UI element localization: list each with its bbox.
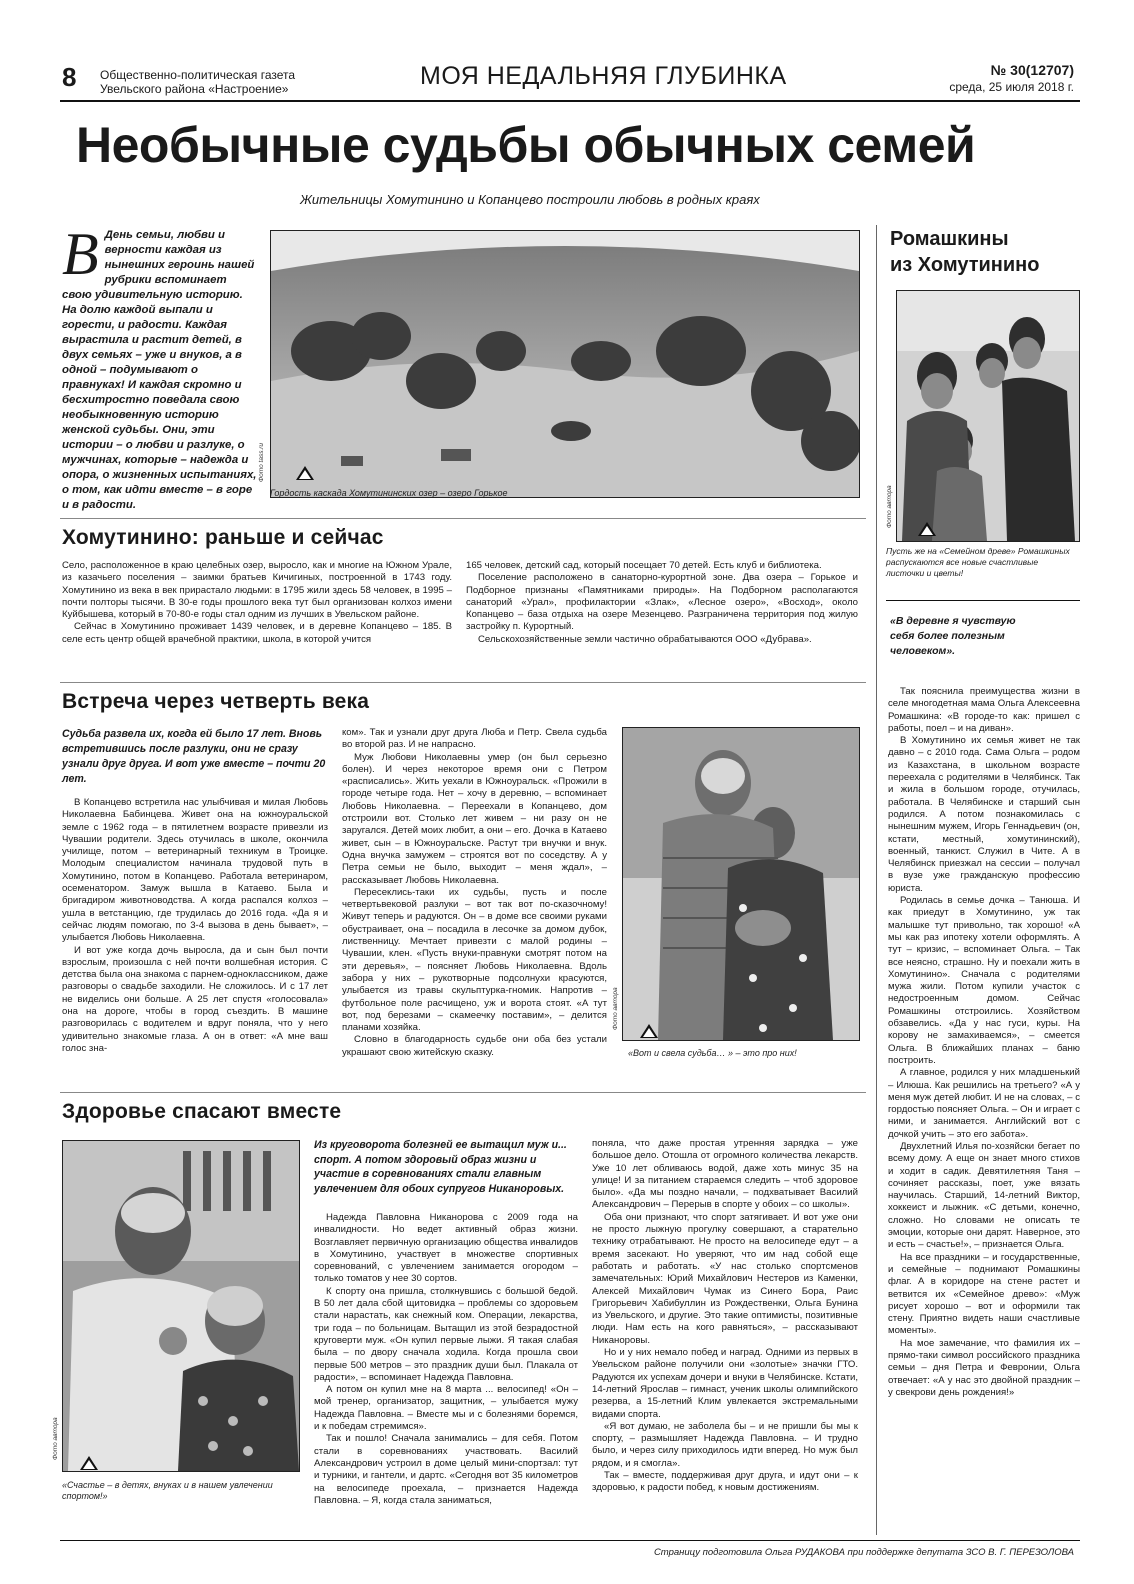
vstrecha-paragraph: ком». Так и узнали друг друга Люба и Петр. Свела судьба во второй раз. И не напрасно. bbox=[342, 727, 607, 751]
section-title: МОЯ НЕДАЛЬНЯЯ ГЛУБИНКА bbox=[420, 62, 787, 90]
zdorovie-paragraph: К спорту она пришла, столкнувшись с большой бедой. В 50 лет дала сбой щитовидка – проблемы со здоровьем стали нарастать, как снежный ком. Операции, лекарства, три года – по больницам. Вытащил из этой безрадостной круговерти муж. «Он купил первые лыжи. Я такая слабая была – по двору сначала ходила. Когда прошла свои первые 500 метров – это праздник души был. Плакала от радости», – вспоминает Надежда Павловна. bbox=[314, 1285, 578, 1383]
section-title-vstrecha: Встреча через четверть века bbox=[62, 690, 370, 713]
sidebar-paragraph: А главное, родился у них младшенький – Илюша. Как решились на третьего? «А у меня муж детей любит. И не на словах, – с гордостью поясняет Ольга. – Он и играет с ними, и занимается. Английский вот с дочкой учить – это его забота». bbox=[888, 1067, 1080, 1140]
vstrecha-paragraph: Словно в благодарность судьбе они оба без устали украшают свою житейскую сказку. bbox=[342, 1034, 607, 1058]
sidebar-paragraph: Двухлетний Илья по-хозяйски бегает по всему дому. А еще он знает много стихов и ходит в садик. Девятилетняя Таня – сочиняет рассказы, поет, уже вязать научилась. Старший, 14-летний Виктор, хоккеист и лыжник. «С детьми, конечно, сложно. Но словами не описать те эмоции, которые они дарят. Наверное, это и есть – счастье!», – признается Ольга. bbox=[888, 1140, 1080, 1251]
romashkin-photo-credit: Фото автора bbox=[886, 485, 893, 528]
sidebar-paragraph: Так пояснила преимущества жизни в селе многодетная мама Ольга Алексеевна Ромашкина: «В городе-то как: пришел с работы, поел – и на диван». bbox=[888, 686, 1080, 734]
vstrecha-paragraph: Муж Любови Николаевны умер (он был серьезно болен). И через некоторое время они с Петром «расписались». Жить уехали в Южноуральск. «Прожили в городе четыре года. Нет – хочу в деревню, – вспоминает Любовь Николаевна. – Переехали в Копанцево, дом отстроили вот. Столько лет живем – ни разу он не заругался. Детей моих любит, а они – его. Дочка в Катаево живет, сын – в Южноуральске. Растут три внучки и внук. Одна внучка замужем – строятся вот по соседству. А у Петра семьи не было, выходит – меня ждал», – рассказывает Любовь Николаевна. bbox=[342, 751, 607, 886]
intro-text bbox=[62, 221, 259, 513]
nikanorov-photo-marker-icon bbox=[80, 1456, 98, 1470]
vstrecha-lead: Судьба развела их, когда ей было 17 лет. Вновь встретившись после разлуки, они не сразу узнали друг друга. И вот уже вместе – почти 20 лет. bbox=[62, 728, 326, 785]
sidebar-paragraph: Родилась в семье дочка – Танюша. И как приедут в Хомутинино, уж так малышке тут привольно, так хорошо! «А мы как раз ипотеку хотели оформлять. А тут – кризис, – вспоминает Ольга. – Так все неясно, страшно. Ну и поехали жить в Хомутинино». Сначала с родителями мужа жили. Потом купили участок с недостроенным домом. Сейчас Ромашкины отстроились. Хозяйством обзавелись. «Да у нас гуси, куры. На корову не замахиваемся», – смеется Ольга. В ближайших планах – баню построить. bbox=[888, 895, 1080, 1066]
zdorovie-paragraph: поняла, что даже простая утренняя зарядка – уже большое дело. Отошла от огромного количества лекарств. Уже 10 лет обливаюсь водой, даже хоть минус 35 на улице! И за питанием стараемся следить – чтоб здоровое было». «Да мы поздно начали, – подхватывает Василий Александрович – Перерыв в спорте у обоих – со школы». bbox=[592, 1138, 858, 1211]
romashkin-family-photo bbox=[896, 290, 1080, 542]
header bbox=[0, 0, 1134, 105]
footer-credit: Страницу подготовила Ольга РУДАКОВА при поддержке депутата ЗСО В. Г. ПЕРЕЗОЛОВА bbox=[653, 1547, 1074, 1558]
nikanorov-couple-photo bbox=[62, 1140, 300, 1472]
intro-dropcap: В bbox=[62, 221, 99, 287]
sidebar-divider bbox=[876, 225, 877, 1535]
zdorovie-paragraph: Так – вместе, поддерживая друг друга, и идут они – к здоровью, к радости побед, к новым достижениям. bbox=[592, 1470, 858, 1494]
zdorovie-col2 bbox=[592, 1138, 858, 1495]
khomutinino-paragraph: Село, расположенное в краю целебных озер, выросло, как и многие на Южном Урале, из казачьего поселения – заимки братьев Кичигиных, построенной в 1743 году. Хомутинино из века в век прирастало людьми: в 1795 жили здесь 58 человек, в 1995 – почти полторы тысячи. В 30-е годы прошлого века тут был организован колхоз имени Куйбышева, который в 70-80-е годы стал одним из лучших в Увельском районе. bbox=[62, 560, 452, 621]
paper-name-line2: Увельского района «Настроение» bbox=[100, 82, 289, 96]
khomutinino-paragraph: 165 человек, детский сад, который посещает 70 детей. Есть клуб и библиотека. bbox=[466, 560, 822, 571]
zdorovie-paragraph: Оба они признают, что спорт затягивает. И вот уже они не просто лыжную прогулку совершают, а старательно технику отрабатывают. Не просто на велосипеде едут – а время засекают. Но уверяют, что им над собой еще работать и работать. «У нас столько спортсменов замечательных: Юрий Михайлович Нестеров из Каменки, Алексей Михайлович Чумак из Синего Бора, Раис Григорьевич Хабибуллин из Рождественки, Ольга Бунина из Увельского, и другие. Это такие оптимисты, позитивные люди. Нам есть на кого равняться», – рассказывают Никаноровы. bbox=[592, 1211, 858, 1346]
zdorovie-paragraph: Но и у них немало побед и наград. Одними из первых в Увельском районе получили они «золотые» значки ГТО. Радуются их успехам дочери и внуки в Челябинске. Кстати, 14-летний Ярослав – гимнаст, ученик школы олимпийского резерва, а 15-летний Клим увлекается экстремальными видами спорта. bbox=[592, 1347, 858, 1420]
page-number: 8 bbox=[62, 62, 77, 92]
sidebar-body bbox=[888, 686, 1080, 1399]
sidebar-title-line2: из Хомутинино bbox=[890, 254, 1040, 276]
zdorovie-paragraph: «Я вот думаю, не заболела бы – и не пришли бы мы к спорту, – размышляет Надежда Павловна. – И трудно было, и через силу приходилось идти вперед. Но муж был рядом, и я смогла». bbox=[592, 1420, 858, 1469]
khomutinino-col2 bbox=[466, 560, 858, 646]
nikanorov-photo-caption: «Счастье – в детях, внуках и в нашем увлечении спортом!» bbox=[62, 1480, 273, 1501]
section-title-zdorovie: Здоровье спасают вместе bbox=[62, 1100, 342, 1123]
khomutinino-paragraph: Сельскохозяйственные земли частично обрабатываются ООО «Дубрава». bbox=[478, 633, 812, 645]
khomutinino-paragraph: Поселение расположено в санаторно-курортной зоне. Два озера – Горькое и Подборное признаны «Памятниками природы». На Подборном располагаются санаторий «Урал», профилактории «Злак», «Лесное озеро», «Восход», около Копанцево – база отдыха на озере Мезенцево. Разграничена территория под жилую застройку п. Курортный. bbox=[466, 572, 858, 633]
vstrecha-paragraph: Пересеклись-таки их судьбы, пусть и после четвертьвековой разлуки – вот так вот по-сказочному! Живут теперь и радуются. Он – в доме все своими руками обустраивает, она – посадила в лесочке за домом дубок, лиственницу. Мечтает привезти с малой родины – Чувашии, клен. «Пусть внуки-правнуки смотрят потом на эти деревья», – поясняет Любовь Николаевна. Вдоль забора у них – рукотворные подсолнухи красуются, улыбается из травы скульптурка-гномик. Напротив – футбольное поле расчищено, уж и ворота стоят. «А тут вот, под березами – скамеечку поставим», – делится планами хозяйка. bbox=[342, 886, 607, 1034]
lake-photo-caption: Гордость каскада Хомутининских озер – озеро Горькое bbox=[270, 488, 508, 498]
paper-name-line1: Общественно-политическая газета bbox=[100, 68, 296, 82]
khomutinino-col1 bbox=[62, 560, 452, 646]
vstrecha-paragraph: И вот уже когда дочь выросла, да и сын был почти взрослым, произошла с ней почти волшебная история. С детства была она знакома с парнем-одноклассником, даже разговоры о свадьбе заходили. Не сложилось. И с 17 лет не виделись они больше. А 25 лет спустя «голосовала» она на дороге, чтобы в город съездить. В машине разговорилась с водителем и вдруг поняла, что у него удивительно знакомые глаза. А он в ответ: «А мне ваш голос зна- bbox=[62, 944, 328, 1054]
zdorovie-col1 bbox=[314, 1212, 578, 1507]
main-headline: Необычные судьбы обычных семей bbox=[76, 117, 976, 173]
babintseva-photo-marker-icon bbox=[640, 1024, 658, 1038]
lake-photo bbox=[270, 230, 860, 498]
section-rule-vstrecha bbox=[60, 682, 866, 683]
khomutinino-paragraph: Сейчас в Хомутинино проживает 1439 человек, и в деревне Копанцево – 185. В селе есть центр общей врачебной практики, школа, в которой учится bbox=[62, 621, 452, 645]
section-title-khomutinino: Хомутинино: раньше и сейчас bbox=[62, 526, 384, 549]
vstrecha-col2 bbox=[342, 727, 607, 1059]
vstrecha-col1 bbox=[62, 797, 328, 1055]
romashkin-photo-caption: Пусть же на «Семейном древе» Ромашкиных распускаются все новые счастливые листочки и цветы! bbox=[886, 546, 1070, 578]
zdorovie-paragraph: Так и пошло! Сначала занимались – для себя. Потом стали в соревнованиях участвовать. Василий Александрович устроил в доме целый мини-спортзал: тут и турники, и гантели, и дартс. «Сегодня вот 35 километров на велосипеде проехала, – признается Надежда Павловна. – Я, когда стала заниматься, bbox=[314, 1433, 578, 1506]
zdorovie-paragraph: Надежда Павловна Никанорова с 2009 года на инвалидности. Но ведет активный образ жизни. Возглавляет первичную организацию общества инвалидов в Хомутинино, участвует в множестве спортивных соревнований, с увлечением занимается огородом – только томатов у нее 30 сортов. bbox=[314, 1212, 578, 1285]
lake-photo-credit: Фото tass.ru bbox=[258, 442, 265, 482]
issue-number: № 30(12707) bbox=[990, 62, 1074, 78]
babintseva-photo-credit: Фото автора bbox=[612, 987, 619, 1030]
lake-photo-marker-icon bbox=[296, 466, 314, 480]
sidebar-paragraph: В Хомутинино их семья живет не так давно – с 2010 года. Сама Ольга – родом из Казахстана, в школьном возрасте переехала с родителями в Челябинск. Так и жила в большом городе, отучилась, работала. В Челябинске и старший сын родился. А потом познакомилась с нынешним мужем, Игорь Геннадьевич (он, кстати, местный, хомутининский), военный, танкист. Служил в Чите. А в Челябинск приезжал на сессии – получал в вузе уже гражданскую профессию юриста. bbox=[888, 735, 1080, 894]
section-rule-khomutinino bbox=[60, 518, 866, 519]
sidebar-paragraph: На мое замечание, что фамилия их – прямо-таки символ российского праздника семьи – дня Петра и Февронии, Ольга отвечает: «А у нас это двойной праздник – у свекрови день рождения!» bbox=[888, 1337, 1080, 1398]
main-subheadline: Жительницы Хомутинино и Копанцево построили любовь в родных краях bbox=[300, 192, 760, 207]
header-rule bbox=[60, 100, 1080, 102]
zdorovie-paragraph: А потом он купил мне на 8 марта ... велосипед! «Он – мой тренер, организатор, защитник, – улыбается мужу Надежда Павловна. – Вместе мы и с болезнями боремся, и к победам стремимся». bbox=[314, 1384, 578, 1433]
sidebar-paragraph: На все праздники – и государственные, и семейные – поднимают Ромашкины флаг. А в коридоре на стене растет и ветвится их «Семейное древо»: «Муж рисует хорошо – вот и оформили так стену. Приятно видеть наши счастливые моменты». bbox=[888, 1251, 1080, 1337]
section-rule-zdorovie bbox=[60, 1092, 866, 1093]
sidebar-rule bbox=[886, 600, 1080, 601]
babintseva-photo-caption: «Вот и свела судьба… » – это про них! bbox=[628, 1048, 797, 1058]
footer-rule bbox=[60, 1540, 1080, 1541]
sidebar-lead: «В деревне я чувствую себя более полезным человеком». bbox=[890, 615, 1016, 657]
intro-body: День семьи, любви и верности каждая из нынешних героинь нашей рубрики вспоминает свою удивительную историю. На долю каждой выпали и горести, и радости. Каждая вырастила и растит детей, в двух семьях – уже и внуков, а в одной – подумывают о правнуках! И каждая скромно и бесхитростно поведала свою необыкновенную историю женской судьбы. Они, эти истории – о любви и разлуке, о мужчинах, которые – надежда и опора, о жизненных испытаниях, о том, как идти вместе – в горе и в радости. bbox=[62, 229, 257, 511]
sidebar-title-line1: Ромашкины bbox=[890, 228, 1009, 250]
vstrecha-paragraph: В Копанцево встретила нас улыбчивая и милая Любовь Николаевна Бабинцева. Живет она на южноуральской земле с 1962 года – в пятилетнем возрасте привезли из Чувашии родители. Здесь отучилась в школе, окончила училище, потом – ветеринарный техникум в Троицке. Молодым специалистом начинала трудовой путь в Хомутинино, потом в Копанцево. Работала ветеринаром, осеменатором. Замуж вышла в Катаево. Была и бригадиром животноводства. А когда распался колхоз – ушла в ветстанцию, где трудилась до 2016 года. «Да я и сейчас людям помогаю, по 3-4 вызова в день бывает», – улыбается Любовь Николаевна. bbox=[62, 797, 328, 944]
nikanorov-photo-credit: Фото автора bbox=[52, 1417, 59, 1460]
babintseva-couple-photo bbox=[622, 727, 860, 1041]
issue-date: среда, 25 июля 2018 г. bbox=[949, 80, 1074, 94]
zdorovie-lead: Из круговорота болезней ее вытащил муж и... спорт. А потом здоровый образ жизни и участие в соревнованиях стали главным увлечением для обоих супругов Никаноровых. bbox=[314, 1139, 567, 1195]
romashkin-photo-marker-icon bbox=[918, 522, 936, 536]
